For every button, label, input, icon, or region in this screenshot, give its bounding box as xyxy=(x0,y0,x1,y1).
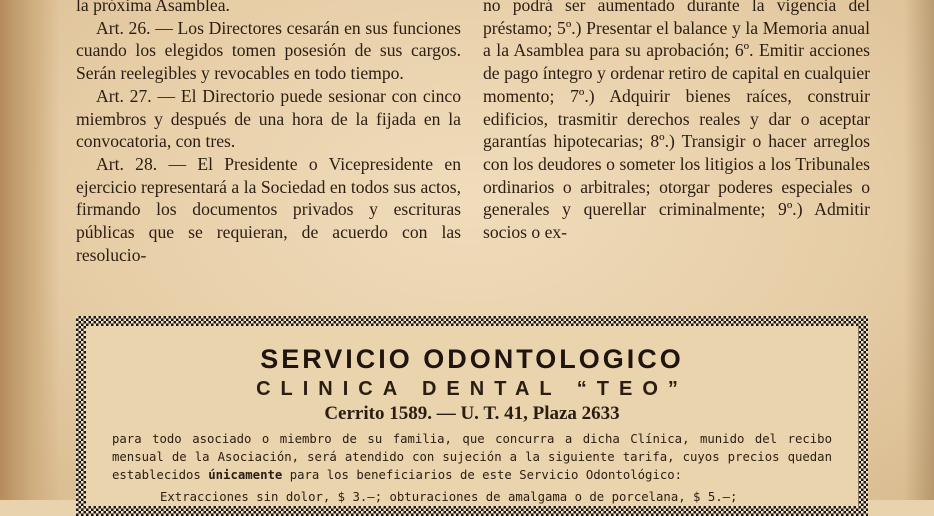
advertisement-content xyxy=(86,326,858,506)
body-emphasis: únicamente xyxy=(208,468,283,482)
advertisement-body xyxy=(112,430,832,484)
left-text-column xyxy=(76,0,461,266)
body-text-end: para los beneficiarios de este Servicio Odontológico: xyxy=(282,468,683,482)
article-27-paragraph: Art. 27. — El Directorio puede sesionar con cinco miembros y después de una hora de la fijada en la convocatoria, con tres. xyxy=(76,85,461,152)
page-edge-shadow xyxy=(904,0,934,500)
page-binding-shadow xyxy=(0,0,60,500)
price-list-line: Extracciones sin dolor, $ 3.—; obturaciones de amalgama o de porcelana, $ 5.—; xyxy=(160,490,738,504)
clinic-name: CLINICA DENTAL “TEO” xyxy=(256,378,688,400)
dental-service-advertisement xyxy=(76,316,868,516)
right-paragraph: no podrá ser aumentado durante la vigencia del préstamo; 5º.) Presentar el balance y la Memoria anual a la Asamblea para su aprobación; 6º. Emitir acciones de pago íntegro y ordenar retiro de capital en cualquier momento; 7º.) Adquirir bienes raíces, construir edificios, trasmitir derechos reales y dar o aceptar garantías hipotecarias; 8º.) Transigir o hacer arreglos con los deudores o someter los litigios a los Tribunales ordinarios o arbitrales; otorgar poderes especiales o generales y querellar criminalmente; 9º.) Admitir socios o ex- xyxy=(483,0,870,243)
body-text-start: para todo asociado o miembro de su familia, que concurra a dicha Clínica, munido del recibo mensual de la Asociación, será atendido con sujeción a la siguiente tarifa, cuyos precios quedan establecidos xyxy=(112,432,832,482)
right-text-column xyxy=(483,0,870,244)
left-paragraph-1: la próxima Asamblea. xyxy=(76,0,230,15)
article-28-paragraph: Art. 28. — El Presidente o Vicepresidente en ejercicio representará a la Sociedad en todos sus actos, firmando los documentos privados y escrituras públicas que se requieran, de acuerdo con las resolucio- xyxy=(76,153,461,265)
clinic-address: Cerrito 1589. — U. T. 41, Plaza 2633 xyxy=(324,403,620,424)
advertisement-title: SERVICIO ODONTOLOGICO xyxy=(260,344,684,374)
article-26-paragraph: Art. 26. — Los Directores cesarán en sus funciones cuando los elegidos tomen posesión de sus cargos. Serán reelegibles y revocables en todo tiempo. xyxy=(76,17,461,84)
